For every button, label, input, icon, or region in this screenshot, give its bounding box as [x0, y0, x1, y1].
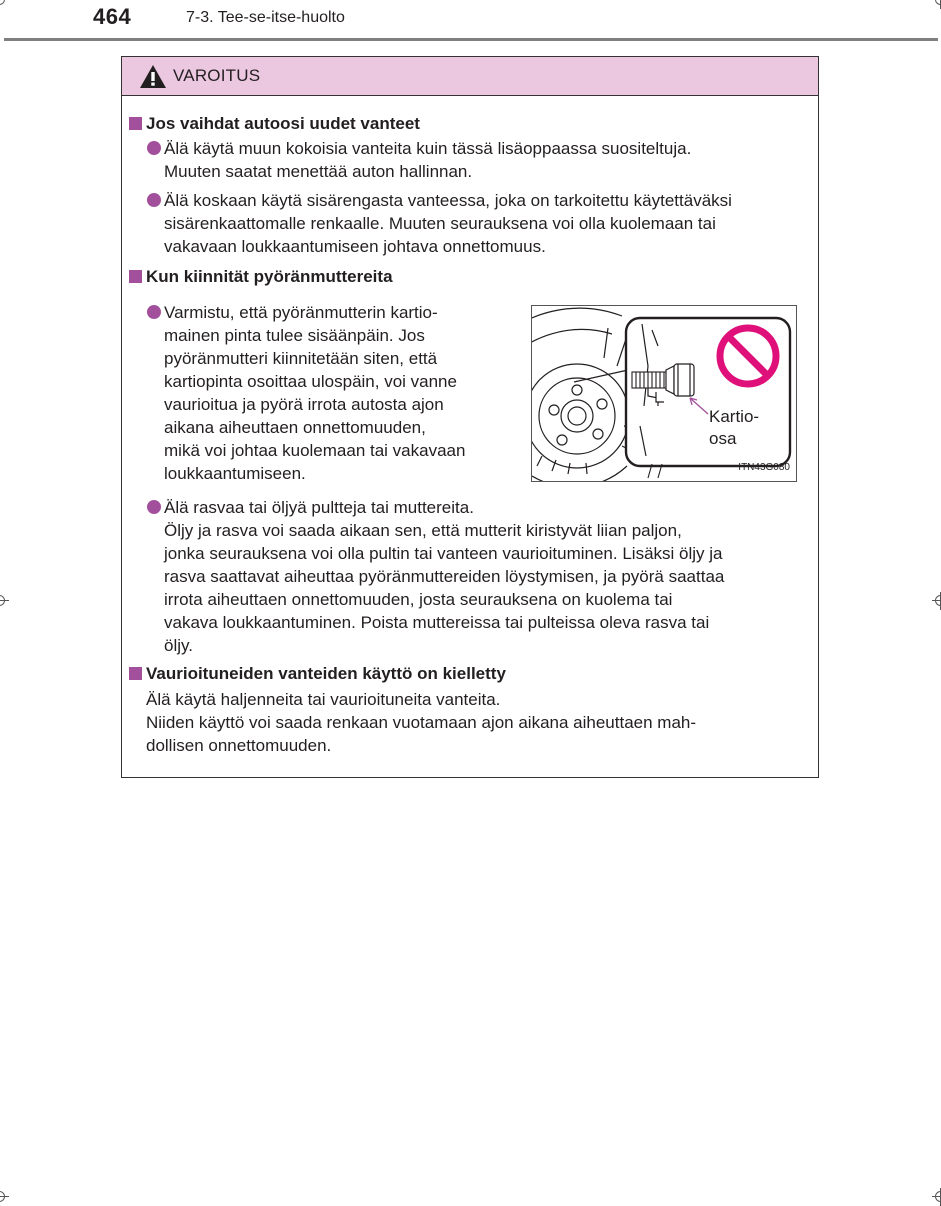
warning-box [121, 56, 819, 778]
bullet-paragraph: Varmistu, että pyöränmutterin kartio- mainen pinta tulee sisäänpäin. Jos pyöränmutteri kiinnitetään siten, että kartiopinta osoittaa ulospäin, voi vanne vaurioitua ja pyörä irrota autosta ajon aikana aiheuttaen onnettomuuden, mikä voi johtaa kuolemaan tai vakavaan loukkaantumiseen. [164, 303, 466, 483]
wheel-nut-figure [531, 305, 797, 482]
section-title: 7-3. Tee-se-itse-huolto [186, 9, 345, 26]
registration-mark [0, 592, 9, 610]
bullet-paragraph: Älä koskaan käytä sisärengasta vanteessa, joka on tarkoitettu käytettäväksi sisärenkaattomalle renkaalle. Muuten seurauksena voi olla kuolemaan tai vakavaan loukkaantumiseen johtava onnettomuus. [164, 191, 732, 256]
square-bullet-icon [129, 667, 142, 680]
registration-mark [0, 1188, 9, 1206]
section-heading: Kun kiinnität pyöränmuttereita [129, 265, 393, 288]
cone-label: Kartio- osa [709, 407, 760, 448]
page-number: 464 [93, 4, 132, 29]
section-heading: Vaurioituneiden vanteiden käyttö on kielletty [129, 662, 506, 685]
bullet-dot-icon [147, 305, 161, 319]
bullet-dot-icon [147, 141, 161, 155]
warning-content [122, 57, 818, 777]
warning-label: VAROITUS [173, 66, 261, 85]
bullet-dot-icon [147, 193, 161, 207]
square-bullet-icon [129, 117, 142, 130]
section-paragraph: Älä käytä haljenneita tai vaurioituneita vanteita. Niiden käyttö voi saada renkaan vuotamaan ajon aikana aiheuttaen mah- dollisen onnettomuuden. [146, 690, 697, 755]
registration-mark [932, 592, 941, 610]
bullet-paragraph: Älä rasvaa tai öljyä pultteja tai muttereita. Öljy ja rasva voi saada aikaan sen, että mutterit kiristyvät liian paljon, jonka seurauksena voi olla pultin tai vanteen vaurioituminen. Lisäksi öljy ja rasva saattavat aiheuttaa pyöränmuttereiden löystymisen, ja pyörä saattaa irrota aiheuttaen onnettomuuden, josta seurauksena on kuolema tai vakava loukkaantuminen. Poista muttereissa tai pulteissa oleva rasva tai öljy. [164, 498, 725, 655]
section-heading: Jos vaihdat autoosi uudet vanteet [129, 112, 420, 135]
page-header [0, 0, 941, 44]
bullet-dot-icon [147, 500, 161, 514]
header-rule [4, 38, 938, 41]
figure-code: ITN43G080 [738, 462, 790, 473]
bullet-paragraph: Älä käytä muun kokoisia vanteita kuin tässä lisäoppaassa suositeltuja. Muuten saatat menettää auton hallinnan. [164, 139, 692, 181]
square-bullet-icon [129, 270, 142, 283]
registration-mark [932, 1188, 941, 1206]
